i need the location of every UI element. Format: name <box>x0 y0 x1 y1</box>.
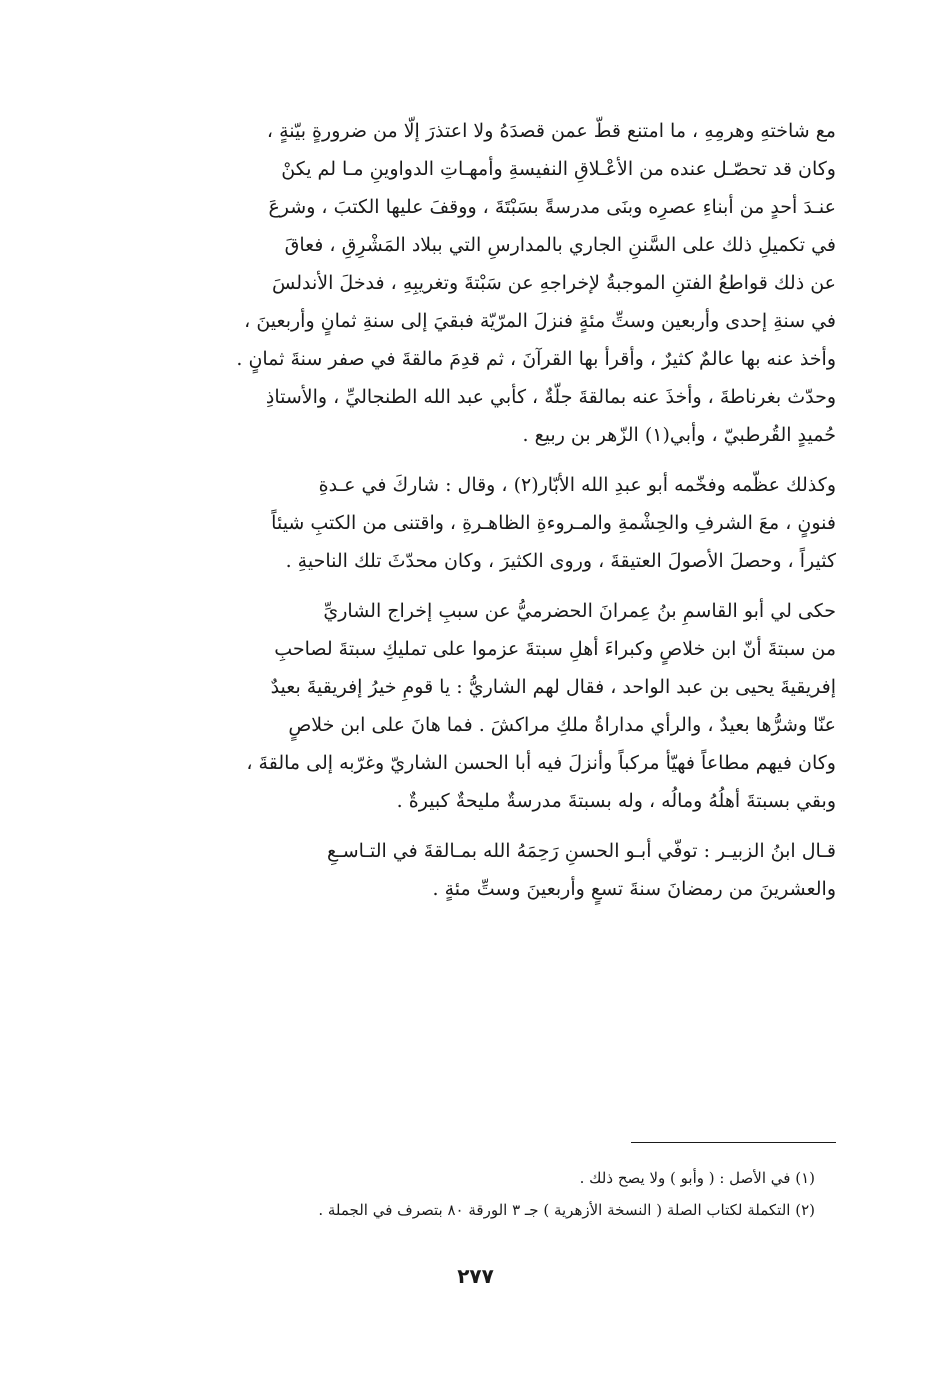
text-line: عنـدَ أحدٍ من أبناءِ عصرِه وبنَى مدرسةً بسَبْتَةَ ، ووقفَ عليها الكتبَ ، وشرعَ <box>268 196 836 218</box>
text-line: من سبتةَ أنّ ابن خلاصٍ وكبراءَ أهلِ سبتةَ عزموا على تمليكِ سبتةَ لصاحبِ <box>274 638 836 660</box>
footnotes <box>155 1162 815 1226</box>
text-line: وحدّث بغرناطةَ ، وأخذَ عنه بمالقةَ جلّةٌ ، كأبي عبد الله الطنجاليِّ ، والأستاذِ <box>265 386 836 408</box>
text-line: عنّا وشرُّها بعيدٌ ، والرأي مداراةُ ملكِ مراكشَ . فما هانَ على ابن خلاصٍ <box>288 714 836 736</box>
main-text <box>110 112 836 920</box>
text-line: وكان قد تحصّـل عنده من الأعْـلاقِ النفيسةِ وأمهـاتِ الدواوينِ مـا لم يكنْ <box>281 158 836 180</box>
page-number: ٢٧٧ <box>457 1264 494 1288</box>
text-line: حُميدٍ القُرطبيّ ، وأبي(١) الزّهر بن ربيع . <box>522 424 836 446</box>
text-line: وكان فيهم مطاعاً فهيّأ مركباً وأنزلَ فيه أبا الحسن الشاريّ وغرّبه إلى مالقةَ ، <box>246 752 836 774</box>
text-line: وكذلك عظّمه وفخّمه أبو عبدِ الله الأبّار(٢) ، وقال : شاركَ في عـدةِ <box>318 474 836 496</box>
text-line: في سنةِ إحدى وأربعين وستِّ مئةٍ فنزلَ المرّيّة فبقيَ إلى سنةِ ثمانٍ وأربعينَ ، <box>244 310 836 332</box>
paragraph-1 <box>110 112 836 454</box>
text-line: والعشرينَ من رمضانَ سنةَ تسعٍ وأربعينَ وستِّ مئةٍ . <box>432 878 836 900</box>
text-line: حكى لي أبو القاسمِ بنُ عِمرانَ الحضرميُّ عن سببِ إخراج الشاريِّ <box>323 600 836 622</box>
text-line: مع شاختهِ وهرمِهِ ، ما امتنع قطّ عمن قصدَهُ ولا اعتذرَ إلّا من ضرورةٍ بيّنةٍ ، <box>266 120 836 142</box>
paragraph-3 <box>110 592 836 820</box>
text-line: وأخذ عنه بها عالمٌ كثيرٌ ، وأقرأ بها القرآنَ ، ثم قدِمَ مالقةَ في صفر سنةَ ثمانٍ . <box>236 348 836 370</box>
text-line: إفريقيةَ يحيى بن عبد الواحد ، فقال لهم الشاريُّ : يا قومِ خيرُ إفريقيةَ بعيدٌ <box>270 676 836 698</box>
footnote-divider <box>631 1142 836 1143</box>
text-line: في تكميلِ ذلك على السَّننِ الجاري بالمدارسِ التي ببلاد المَشْرِقِ ، فعاقَ <box>284 234 836 256</box>
text-line: وبقي بسبتةَ أهلُهُ ومالُه ، وله بسبتةَ مدرسةٌ مليحةٌ كبيرةٌ . <box>396 790 836 812</box>
footnote-2: (٢) التكملة لكتاب الصلة ( النسخة الأزهرية ) جـ ٣ الورقة ٨٠ بتصرف في الجملة . <box>318 1201 815 1219</box>
text-line: فنونٍ ، معَ الشرفِ والحِشْمةِ والمـروءةِ الظاهـرةِ ، واقتنى من الكتبِ شيئاً <box>271 512 836 534</box>
text-line: عن ذلك قواطعُ الفتنِ الموجبةُ لإخراجهِ عن سَبْتةَ وتغريبِهِ ، فدخلَ الأندلسَ <box>272 272 836 294</box>
paragraph-4 <box>110 832 836 908</box>
text-line: قـال ابنُ الزبيـر : توفّي أبـو الحسنِ رَحِمَهُ الله بمـالقةَ في التـاسـعِ <box>327 840 836 862</box>
footnote-1: (١) في الأصل : ( وأبو ) ولا يصح ذلك . <box>579 1169 815 1187</box>
text-line: كثيراً ، وحصلَ الأصولَ العتيقةَ ، وروى الكثيرَ ، وكان محدّثَ تلك الناحيةِ . <box>285 550 836 572</box>
paragraph-2 <box>110 466 836 580</box>
